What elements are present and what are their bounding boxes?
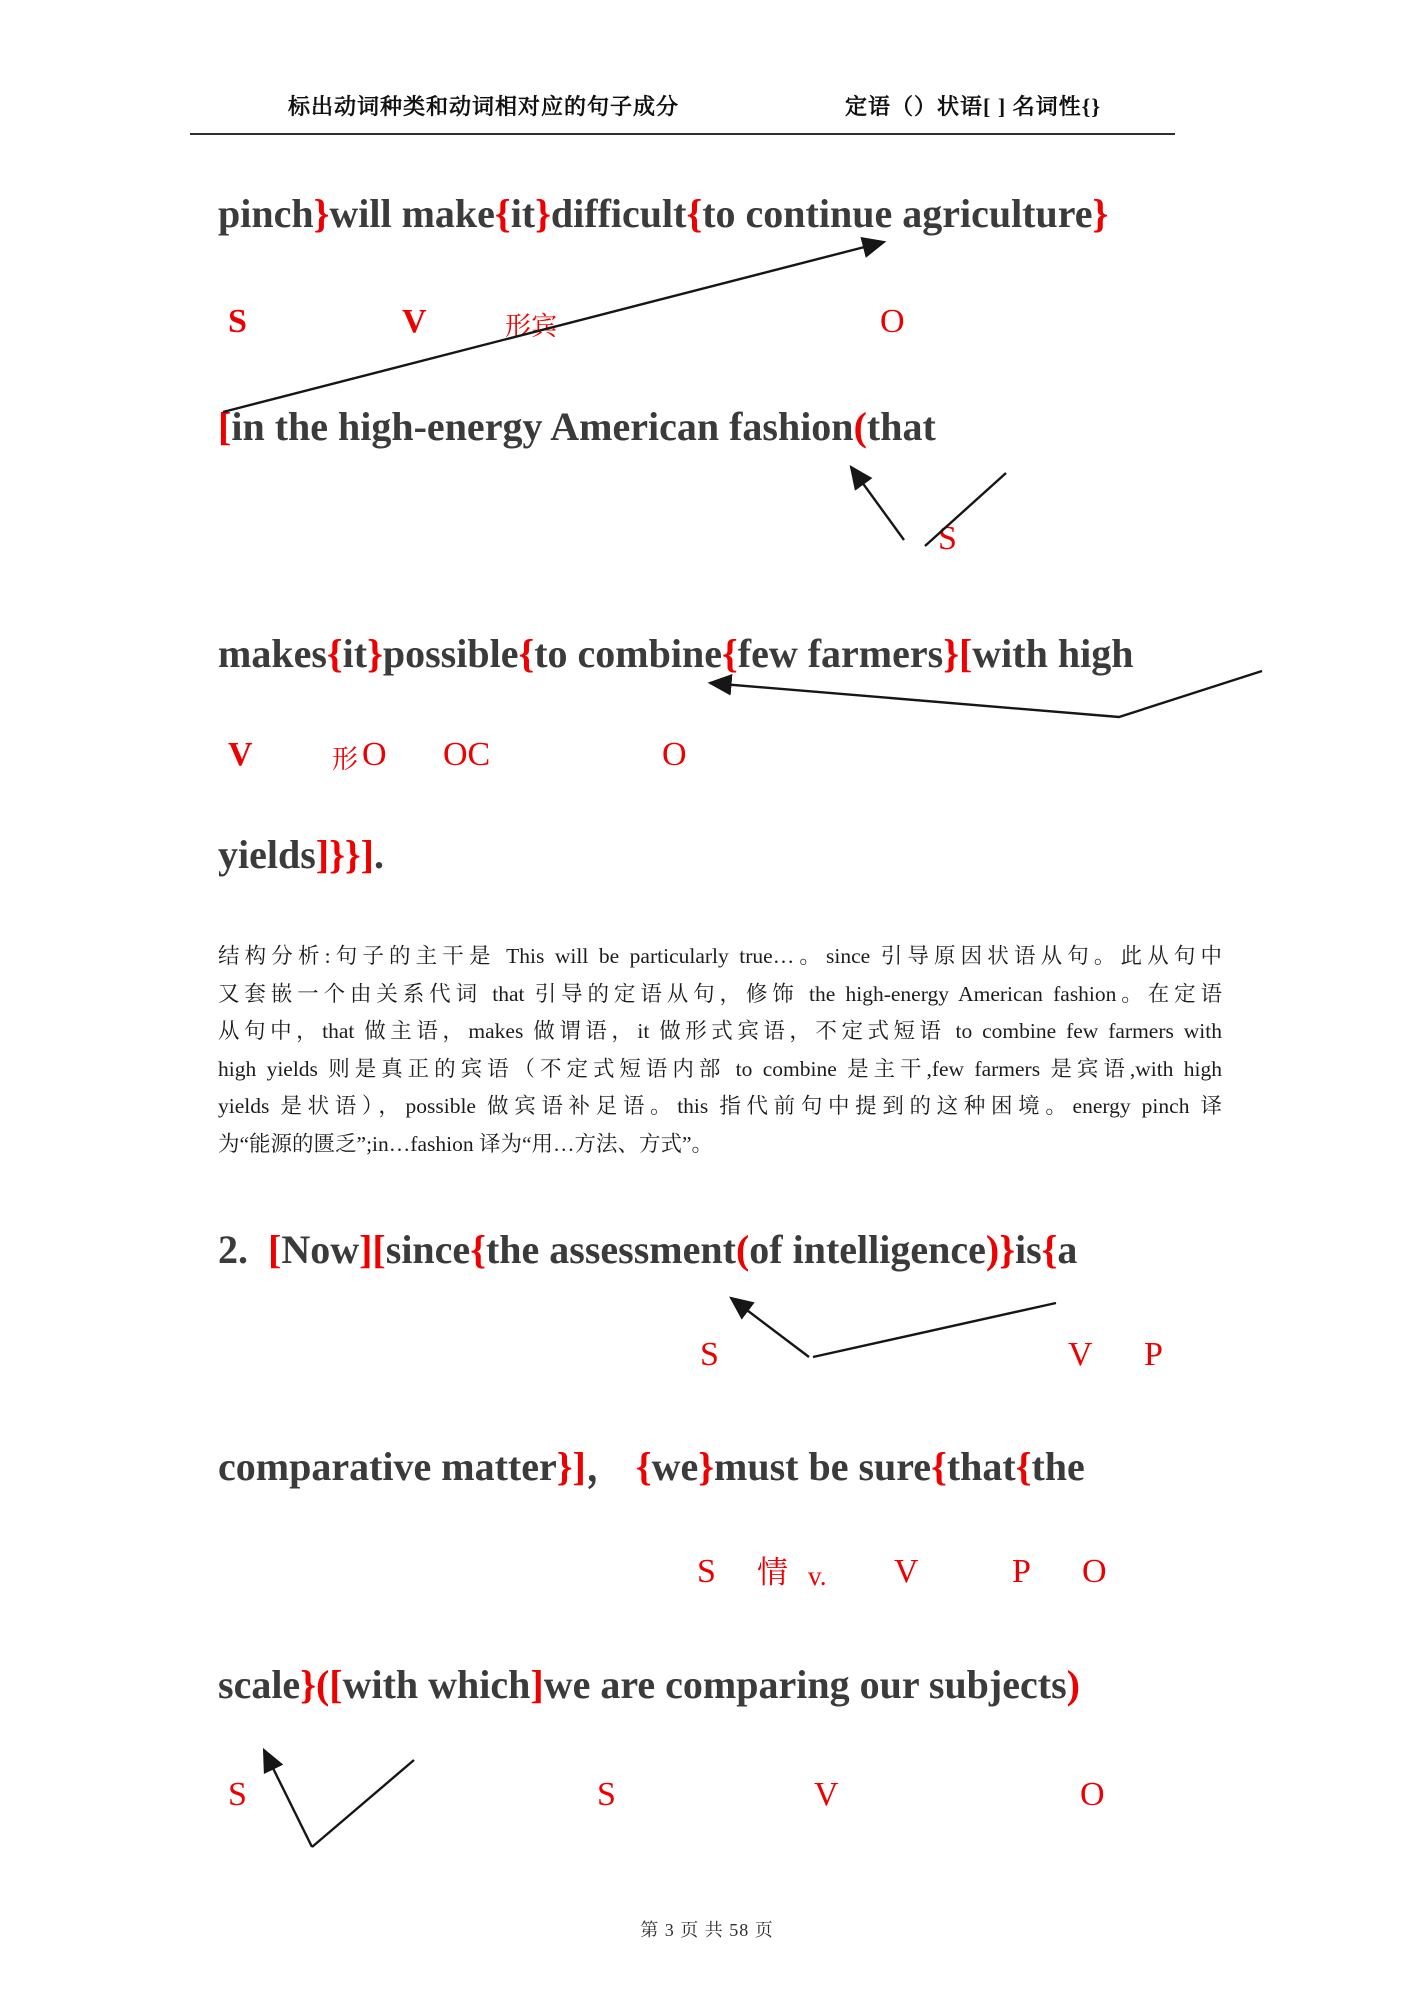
sentence-line-3: makes{it}possible{to combine{few farmers}[with high [218, 631, 1134, 676]
sentence-line-4: yields]}}]. [218, 832, 384, 877]
grammar-label-s-that: S [938, 520, 957, 557]
grammar-label-xingbin: 形宾 [505, 312, 558, 341]
grammar-label-qing: 情 [757, 1555, 788, 1590]
grammar-label-v2: V [228, 736, 253, 773]
grammar-label-v: V [402, 303, 427, 340]
sentence-2-line-1: 2. [Now][since{the assessment(of intelligence)}is{a [218, 1227, 1078, 1272]
grammar-label-s2-s: S [700, 1336, 719, 1373]
header-rule [190, 133, 1175, 135]
grammar-label-oc: OC [443, 736, 491, 773]
grammar-label-o: O [880, 303, 905, 340]
annotation-arrow-to-fashion [851, 467, 904, 540]
annotation-arrow-to-scale [264, 1750, 312, 1847]
analysis-paragraph [218, 938, 1222, 1164]
grammar-label-s4-o: O [1080, 1776, 1105, 1813]
annotation-line-to-which [312, 1760, 414, 1847]
grammar-label-s3-o: O [1082, 1553, 1107, 1590]
paragraph-line: 结构分析:句子的主干是 This will be particularly true…。since 引导原因状语从句。此从句中 [218, 944, 1222, 968]
header-right-legend: 定语（）状语[ ] 名词性{} [845, 94, 1101, 119]
grammar-label-o2: O [662, 736, 687, 773]
header-left-title: 标出动词种类和动词相对应的句子成分 [288, 94, 680, 119]
sentence-2-line-2: comparative matter}]， {we}must be sure{that{the [218, 1444, 1085, 1489]
sentence-2-line-3: scale}([with which]we are comparing our subjects) [218, 1662, 1080, 1707]
paragraph-line: 为“能源的匮乏”;in…fashion 译为“用…方法、方式”。 [218, 1131, 714, 1156]
grammar-label-s4-s2: S [597, 1776, 616, 1813]
page-footer: 第 3 页 共 58 页 [640, 1920, 774, 1940]
paragraph-line: 从句中，that 做主语，makes 做谓语，it 做形式宾语，不定式短语 to combine few farmers with [218, 1019, 1222, 1044]
grammar-label-s: S [228, 303, 247, 340]
paragraph-line: high yields 则是真正的宾语（不定式短语内部 to combine 是主干,few farmers 是宾语,with high [218, 1056, 1222, 1081]
grammar-label-o1: O [362, 736, 387, 773]
grammar-label-xing: 形 [332, 745, 359, 774]
annotation-arrow-to-assessment [731, 1298, 809, 1357]
annotation-arrow-to-combine [710, 671, 1262, 717]
grammar-label-s3-p: P [1012, 1553, 1031, 1590]
grammar-label-s4-s1: S [228, 1776, 247, 1813]
grammar-label-s2-v: V [1068, 1336, 1093, 1373]
grammar-label-vdot: v. [808, 1561, 827, 1591]
paragraph-line: 又套嵌一个由关系代词 that 引导的定语从句，修饰 the high-energy American fashion。在定语 [218, 981, 1222, 1006]
annotation-line-to-intelligence [813, 1303, 1056, 1357]
paragraph-line: yields 是状语），possible 做宾语补足语。this 指代前句中提到的这种困境。energy pinch 译 [218, 1094, 1222, 1119]
grammar-label-s4-v: V [814, 1776, 839, 1813]
sentence-line-2: [in the high-energy American fashion(that [218, 404, 936, 449]
grammar-label-s3-s: S [697, 1553, 716, 1590]
grammar-label-s2-p: P [1144, 1336, 1163, 1373]
grammar-label-s3-v: V [894, 1553, 919, 1590]
sentence-line-1: pinch}will make{it}difficult{to continue agriculture} [218, 191, 1109, 236]
